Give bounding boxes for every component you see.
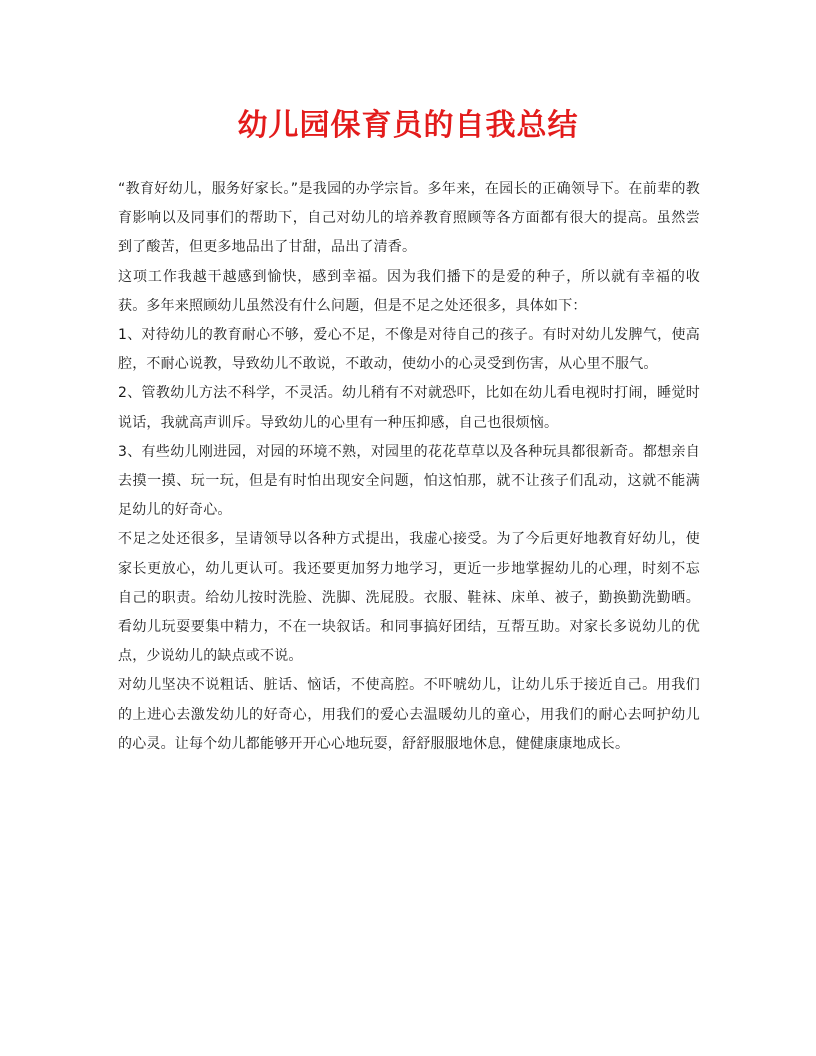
page-title: 幼儿园保育员的自我总结 xyxy=(237,108,579,143)
paragraph-item-1: 1、对待幼儿的教育耐心不够，爱心不足，不像是对待自己的孩子。有时对幼儿发脾气，使高腔，不耐心说教，导致幼儿不敢说，不敢动，使幼小的心灵受到伤害，从心里不服气。 xyxy=(118,327,700,373)
paragraph-item-3: 3、有些幼儿刚进园，对园的环境不熟，对园里的花花草草以及各种玩具都很新奇。都想亲自去摸一摸、玩一玩，但是有时怕出现安全问题，怕这怕那，就不让孩子们乱动，这就不能满足幼儿的好奇心。 xyxy=(118,443,700,519)
paragraph-item-2: 2、管教幼儿方法不科学，不灵活。幼儿稍有不对就恐吓，比如在幼儿看电视时打闹，睡觉时说话，我就高声训斥。导致幼儿的心里有一种压抑感，自己也很烦恼。 xyxy=(118,385,700,431)
paragraph-intro: “教育好幼儿，服务好家长。”是我园的办学宗旨。多年来，在园长的正确领导下。在前辈的教育影响以及同事们的帮助下，自己对幼儿的培养教育照顾等各方面都有很大的提高。虽然尝到了酸苦，但更多地品出了甘甜，品出了清香。 xyxy=(118,181,700,256)
paragraph-feeling: 这项工作我越干越感到愉快，感到幸福。因为我们播下的是爱的种子，所以就有幸福的收获。多年来照顾幼儿虽然没有什么问题，但是不足之处还很多，具体如下： xyxy=(118,268,700,314)
paragraph-conclusion: 对幼儿坚决不说粗话、脏话、恼话，不使高腔。不吓唬幼儿，让幼儿乐于接近自己。用我们的上进心去激发幼儿的好奇心，用我们的爱心去温暖幼儿的童心，用我们的耐心去呵护幼儿的心灵。让每个幼儿都能够开开心心地玩耍，舒舒服服地休息，健健康康地成长。 xyxy=(118,677,700,752)
paragraph-improvement: 不足之处还很多，呈请领导以各种方式提出，我虚心接受。为了今后更好地教育好幼儿，使家长更放心，幼儿更认可。我还要更加努力地学习，更近一步地掌握幼儿的心理，时刻不忘自己的职责。给幼儿按时洗脸、洗脚、洗屁股。衣服、鞋袜、床单、被子，勤换勤洗勤晒。看幼儿玩耍要集中精力，不在一块叙话。和同事搞好团结，互帮互助。对家长多说幼儿的优点，少说幼儿的缺点或不说。 xyxy=(118,531,700,665)
document-body xyxy=(118,175,700,759)
